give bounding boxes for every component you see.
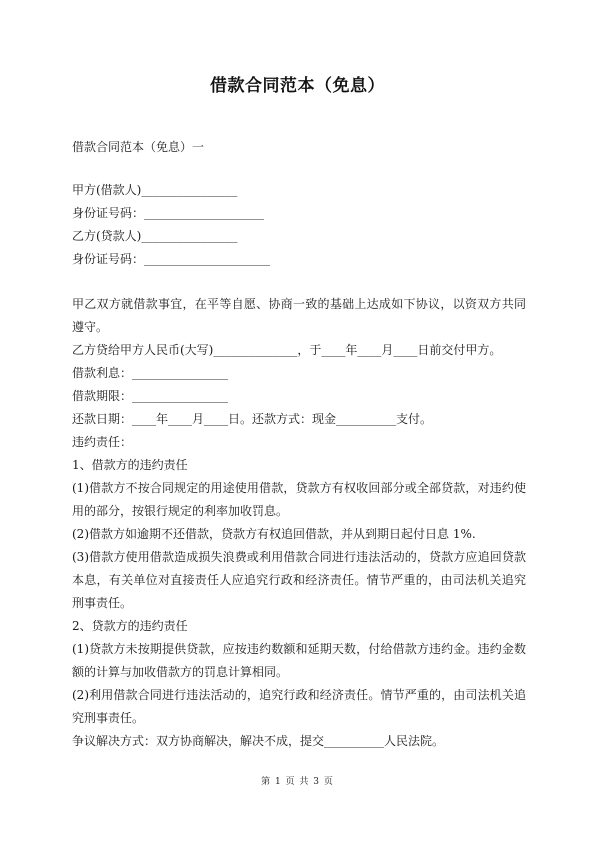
borrower-breach-item-2: (2)借款方如逾期不还借款，贷款方有权追回借款，并从到期日起付日息 1%. [72, 527, 476, 541]
page-number-footer: 第 1 页 共 3 页 [261, 777, 334, 787]
spacer [72, 271, 526, 293]
breach-heading: 违约责任： [72, 435, 133, 449]
borrower-breach-item-1: (1)借款方不按合同规定的用途使用借款，贷款方有权收回部分或全部贷款，对违约使用的部分，按银行规定的利率加收罚息。 [72, 481, 526, 518]
document-subtitle: 借款合同范本（免息）一 [72, 140, 205, 154]
document-title: 借款合同范本（免息） [210, 76, 385, 96]
party-a-line: 甲方(借款人)________________ [72, 183, 238, 197]
interest-clause: 借款利息：________________ [72, 366, 229, 380]
party-b-line: 乙方(贷款人)________________ [72, 229, 238, 243]
loan-amount-clause: 乙方贷给甲方人民币(大写)______________，于____年____月____日前交付甲方。 [72, 343, 502, 357]
term-clause: 借款期限：________________ [72, 389, 229, 403]
intro-paragraph: 甲乙双方就借款事宜，在平等自愿、协商一致的基础上达成如下协议，以资双方共同遵守。 [72, 297, 526, 334]
borrower-breach-item-3: (3)借款方使用借款造成损失浪费或利用借款合同进行违法活动的，贷款方应追回贷款本息，有关单位对直接责任人应追究行政和经济责任。情节严重的，由司法机关追究刑事责任。 [72, 550, 526, 610]
spacer [72, 159, 526, 179]
lender-breach-item-2: (2)利用借款合同进行违法活动的，追究行政和经济责任。情节严重的，由司法机关追究刑事责任。 [72, 688, 526, 725]
document-body [72, 136, 526, 753]
lender-breach-item-1: (1)贷款方未按期提供贷款，应按违约数额和延期天数，付给借款方违约金。违约金数额的计算与加收借款方的罚息计算相同。 [72, 642, 526, 679]
party-a-id-line: 身份证号码：____________________ [72, 206, 265, 220]
borrower-breach-heading: 1、借款方的违约责任 [72, 458, 188, 472]
dispute-resolution-clause: 争议解决方式：双方协商解决，解决不成，提交__________人民法院。 [72, 734, 445, 748]
lender-breach-heading: 2、贷款方的违约责任 [72, 619, 188, 633]
repayment-clause: 还款日期：____年____月____日。还款方式：现金__________支付。 [72, 412, 433, 426]
party-b-id-line: 身份证号码：_____________________ [72, 252, 271, 266]
